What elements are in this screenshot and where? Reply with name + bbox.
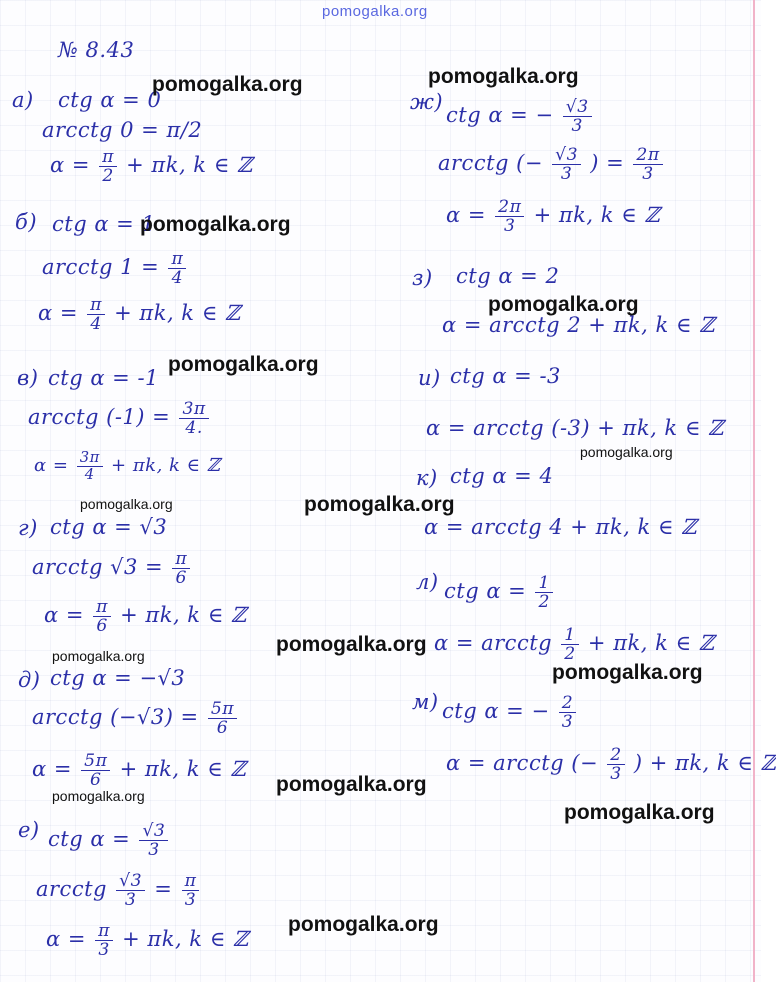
item-d-label: д) bbox=[18, 668, 41, 692]
item-b-line1: ctg α = 1 bbox=[52, 212, 156, 236]
watermark: pomogalka.org bbox=[580, 444, 673, 460]
item-l-line2: α = arcctg $\frac{1}{2}$ + πk, k ∈ ℤ bbox=[434, 625, 715, 665]
item-a-label: а) bbox=[12, 88, 34, 112]
fraction: $\frac{\pi}{4}$ bbox=[168, 250, 186, 287]
item-g-line3: α = $\frac{\pi}{6}$ + πk, k ∈ ℤ bbox=[44, 597, 247, 637]
item-g-line1: ctg α = √3 bbox=[50, 515, 168, 539]
fraction: $\frac{\pi}{3}$ bbox=[95, 922, 113, 959]
watermark: pomogalka.org bbox=[488, 293, 639, 316]
watermark: pomogalka.org bbox=[52, 788, 145, 804]
watermark: pomogalka.org bbox=[52, 648, 145, 664]
fraction: $\frac{\pi}{3}$ bbox=[182, 872, 200, 909]
watermark: pomogalka.org bbox=[304, 493, 455, 516]
item-k-label: к) bbox=[416, 466, 438, 490]
fraction: $\frac{\pi}{4}$ bbox=[87, 296, 105, 333]
fraction: $\frac{\pi}{6}$ bbox=[93, 598, 111, 635]
item-z-label: з) bbox=[412, 266, 433, 290]
fraction: $\frac{√3}{3}$ bbox=[563, 98, 592, 135]
fraction: $\frac{3\pi}{4.}$ bbox=[179, 400, 208, 437]
fraction: $\frac{2\pi}{3}$ bbox=[495, 198, 524, 235]
item-b-label: б) bbox=[15, 210, 38, 234]
item-v-line1: ctg α = -1 bbox=[48, 366, 159, 390]
item-l-line1: ctg α = $\frac{1}{2}$ bbox=[444, 574, 555, 611]
item-e-line2: arcctg $\frac{√3}{3}$ = $\frac{\pi}{3}$ bbox=[36, 872, 201, 909]
item-zh-line2: arcctg (− $\frac{√3}{3}$ ) = $\frac{2\pi}{3}$ bbox=[438, 146, 665, 183]
item-m-label: м) bbox=[412, 690, 439, 714]
item-v-line3: α = $\frac{3\pi}{4}$ + πk, k ∈ ℤ bbox=[34, 449, 221, 483]
fraction: $\frac{2}{3}$ bbox=[559, 694, 576, 731]
watermark: pomogalka.org bbox=[80, 496, 173, 512]
item-z-line1: ctg α = 2 bbox=[456, 264, 560, 288]
fraction: $\frac{3\pi}{4}$ bbox=[77, 450, 103, 482]
item-i-line1: ctg α = -3 bbox=[450, 364, 561, 388]
item-b-line3: α = $\frac{\pi}{4}$ + πk, k ∈ ℤ bbox=[38, 295, 241, 335]
item-m-line2: α = arcctg (− $\frac{2}{3}$ ) + πk, k ∈ ℤ bbox=[446, 745, 776, 785]
item-m-line1: ctg α = − $\frac{2}{3}$ bbox=[442, 694, 578, 731]
watermark: pomogalka.org bbox=[152, 73, 303, 96]
fraction: $\frac{√3}{3}$ bbox=[139, 822, 168, 859]
item-e-label: е) bbox=[18, 818, 40, 842]
fraction: $\frac{√3}{3}$ bbox=[116, 872, 145, 909]
watermark: pomogalka.org bbox=[288, 913, 439, 936]
item-d-line2: arcctg (−√3) = $\frac{5\pi}{6}$ bbox=[32, 700, 239, 737]
fraction: $\frac{2}{3}$ bbox=[607, 746, 624, 783]
fraction: $\frac{\pi}{6}$ bbox=[172, 550, 190, 587]
item-a-line1: ctg α = 0 bbox=[58, 88, 162, 112]
watermark: pomogalka.org bbox=[276, 773, 427, 796]
fraction: $\frac{2\pi}{3}$ bbox=[633, 146, 662, 183]
item-zh-line1: ctg α = − $\frac{√3}{3}$ bbox=[446, 98, 594, 135]
fraction: $\frac{1}{2}$ bbox=[561, 626, 578, 663]
watermark: pomogalka.org bbox=[564, 801, 715, 824]
fraction: $\frac{√3}{3}$ bbox=[552, 146, 581, 183]
fraction: $\frac{\pi}{2}$ bbox=[99, 148, 117, 185]
item-i-line2: α = arcctg (-3) + πk, k ∈ ℤ bbox=[426, 416, 724, 440]
watermark: pomogalka.org bbox=[428, 65, 579, 88]
item-a-line2: arcctg 0 = π/2 bbox=[42, 118, 203, 142]
item-z-line2: α = arcctg 2 + πk, k ∈ ℤ bbox=[442, 313, 715, 337]
item-k-line2: α = arcctg 4 + πk, k ∈ ℤ bbox=[424, 515, 697, 539]
task-number: № 8.43 bbox=[58, 38, 135, 62]
item-b-line2: arcctg 1 = $\frac{\pi}{4}$ bbox=[42, 250, 188, 287]
item-v-line2: arcctg (-1) = $\frac{3\pi}{4.}$ bbox=[28, 400, 211, 437]
fraction: $\frac{5\pi}{6}$ bbox=[208, 700, 237, 737]
item-d-line3: α = $\frac{5\pi}{6}$ + πk, k ∈ ℤ bbox=[32, 751, 247, 791]
item-d-line1: ctg α = −√3 bbox=[50, 666, 186, 690]
item-i-label: и) bbox=[418, 366, 441, 390]
item-zh-label: ж) bbox=[410, 90, 444, 114]
item-g-label: г) bbox=[18, 516, 38, 540]
item-l-label: л) bbox=[416, 570, 439, 594]
watermark: pomogalka.org bbox=[552, 661, 703, 684]
watermark: pomogalka.org bbox=[140, 213, 291, 236]
watermark-top: pomogalka.org bbox=[322, 3, 428, 20]
item-a-line3: α = $\frac{\pi}{2}$ + πk, k ∈ ℤ bbox=[50, 147, 253, 187]
item-v-label: в) bbox=[17, 366, 39, 390]
item-zh-line3: α = $\frac{2\pi}{3}$ + πk, k ∈ ℤ bbox=[446, 197, 661, 237]
watermark: pomogalka.org bbox=[168, 353, 319, 376]
margin-line bbox=[753, 0, 755, 982]
item-e-line1: ctg α = $\frac{√3}{3}$ bbox=[48, 822, 170, 859]
watermark: pomogalka.org bbox=[276, 633, 427, 656]
fraction: $\frac{5\pi}{6}$ bbox=[81, 752, 110, 789]
item-k-line1: ctg α = 4 bbox=[450, 464, 554, 488]
fraction: $\frac{1}{2}$ bbox=[535, 574, 552, 611]
item-g-line2: arcctg √3 = $\frac{\pi}{6}$ bbox=[32, 550, 192, 587]
item-e-line3: α = $\frac{\pi}{3}$ + πk, k ∈ ℤ bbox=[46, 921, 249, 961]
